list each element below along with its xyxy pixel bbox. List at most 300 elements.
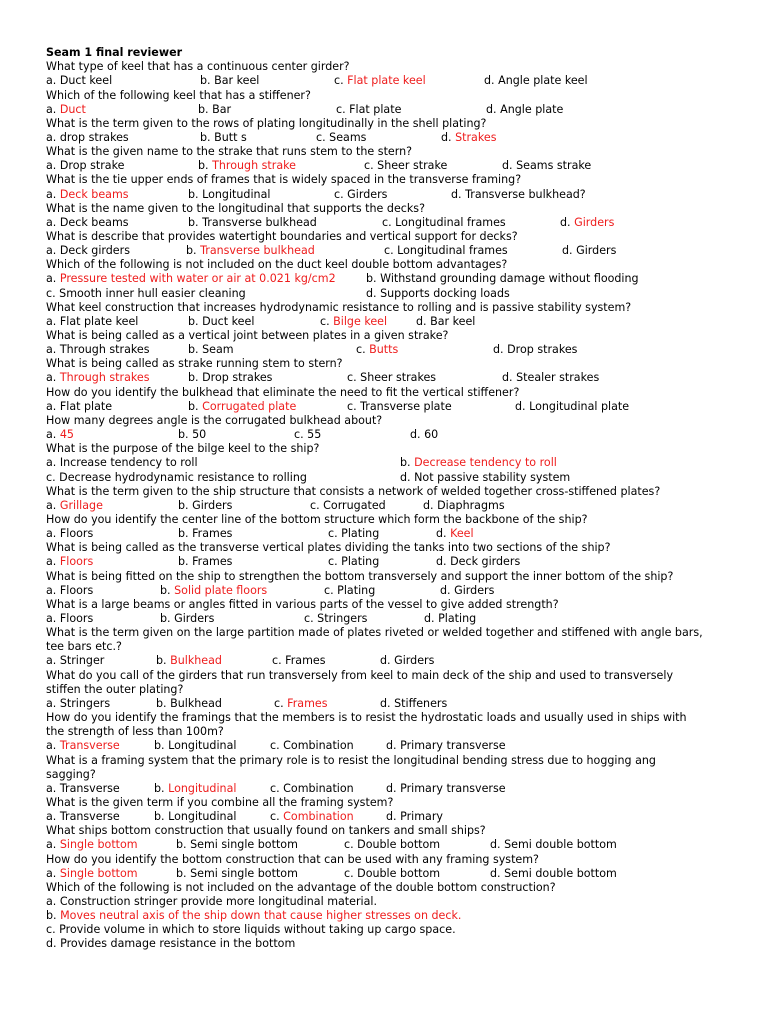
option-text: Double bottom (357, 866, 441, 880)
option-text: Longitudinal (202, 187, 271, 201)
option-text: Deck beams (59, 215, 129, 229)
option-letter: c. (344, 866, 358, 880)
option-text: Stringer (59, 654, 105, 668)
option-letter: c. (334, 187, 348, 201)
answer-option-d (441, 131, 497, 145)
option-letter: b. (160, 612, 175, 625)
answer-option-a (46, 584, 93, 598)
option-letter: a. (46, 838, 60, 852)
option-letter: b. (178, 428, 193, 441)
answer-option-d (386, 739, 506, 753)
answer-option-b (176, 838, 298, 852)
option-letter: a. (46, 314, 60, 328)
option-letter: d. (515, 399, 530, 413)
document-title: Seam 1 final reviewer (46, 46, 183, 59)
answer-option-a (46, 555, 93, 569)
answer-option-c (364, 159, 447, 173)
option-letter: b. (400, 456, 415, 470)
answer-option-c (46, 923, 456, 937)
correct-answer: Girders (574, 215, 615, 229)
correct-answer: 45 (59, 428, 74, 441)
answer-option-d (380, 697, 447, 711)
option-text: Primary (400, 810, 443, 824)
answer-option-d (366, 287, 510, 301)
option-letter: a. (46, 215, 60, 229)
answer-option-d (416, 315, 475, 329)
answer-option-d (451, 188, 586, 202)
answer-option-c (347, 400, 452, 414)
option-text: Seams (329, 130, 367, 144)
option-text: Combination (283, 781, 354, 795)
option-text: Frames (192, 527, 233, 541)
option-letter: c. (334, 74, 348, 88)
option-letter: c. (304, 612, 318, 625)
option-letter: c. (274, 696, 288, 710)
question-12: How do you identify the bulkhead that eliminate the need to fit the vertical stiffener? (46, 385, 520, 399)
option-text: Stealer strakes (516, 371, 600, 385)
question-16: How do you identify the center line of the bottom structure which form the backbone of the ship? (46, 512, 588, 526)
answer-option-d (502, 371, 599, 385)
option-letter: a. (46, 74, 60, 88)
option-letter: d. (400, 470, 415, 484)
answer-option-c (382, 216, 506, 230)
option-letter: d. (424, 612, 439, 625)
option-text: Girders (347, 187, 388, 201)
answer-option-b (200, 74, 259, 88)
option-text: Longitudinal (168, 810, 237, 824)
question-11: What is being called as strake running stem to stern? (46, 357, 343, 371)
option-letter: b. (188, 343, 203, 357)
answer-option-b (178, 527, 232, 541)
option-letter: d. (440, 583, 455, 597)
option-letter: d. (490, 866, 505, 880)
option-text: Semi double bottom (504, 866, 617, 880)
question-25: What ships bottom construction that usually found on tankers and small ships? (46, 824, 486, 838)
option-text: Bar (212, 102, 232, 116)
option-letter: d. (484, 74, 499, 88)
answer-option-a (46, 216, 129, 230)
answer-option-d (386, 810, 443, 824)
correct-answer: Frames (287, 696, 328, 710)
option-text: Not passive stability system (414, 470, 571, 484)
answer-option-a (46, 895, 377, 909)
option-letter: c. (270, 810, 284, 824)
option-letter: a. (46, 244, 60, 258)
option-text: Flat plate (349, 102, 402, 116)
option-letter: c. (320, 314, 334, 328)
answer-option-d (46, 937, 295, 951)
option-letter: a. (46, 371, 60, 385)
correct-answer: Through strake (212, 159, 296, 173)
option-text: Combination (283, 739, 354, 753)
option-letter: b. (366, 272, 381, 286)
option-text: Girders (454, 583, 495, 597)
question-21-continued: stiffen the outer plating? (46, 682, 184, 696)
answer-option-b (400, 456, 557, 470)
answer-option-c (274, 697, 328, 711)
question-5: What is the tie upper ends of frames that is widely spaced in the transverse framing? (46, 173, 522, 187)
option-letter: a. (46, 399, 60, 413)
option-letter: d. (410, 428, 425, 441)
question-17: What is being called as the transverse vertical plates dividing the tanks into two sections of the ship? (46, 541, 611, 555)
answer-option-d (490, 838, 617, 852)
answer-option-b (188, 216, 317, 230)
option-letter: a. (46, 428, 60, 441)
answer-option-a (46, 428, 74, 442)
option-letter: c. (336, 102, 350, 116)
correct-answer: Transverse bulkhead (200, 244, 315, 258)
answer-option-a (46, 74, 112, 88)
option-text: Drop strakes (202, 371, 273, 385)
option-letter: a. (46, 612, 60, 625)
option-letter: b. (198, 159, 213, 173)
option-letter: c. (347, 399, 361, 413)
question-9: What keel construction that increases hydrodynamic resistance to rolling and is passive stability system? (46, 300, 632, 314)
question-24: What is the given term if you combine all the framing system? (46, 795, 394, 809)
correct-answer: Floors (59, 555, 94, 569)
question-10: What is being called as a vertical joint between plates in a given strake? (46, 329, 449, 342)
answer-option-b (188, 343, 234, 357)
option-letter: a. (46, 895, 60, 908)
option-letter: d. (436, 527, 451, 541)
option-text: Transverse (59, 781, 120, 795)
answer-option-c (324, 584, 375, 598)
answer-option-c (344, 867, 440, 881)
option-text: Increase tendency to roll (59, 456, 198, 470)
option-text: Provides damage resistance in the bottom (60, 937, 296, 951)
option-letter: a. (46, 527, 60, 541)
correct-answer: Bulkhead (170, 654, 222, 668)
answer-option-d (486, 103, 563, 117)
correct-answer: Combination (283, 810, 354, 824)
question-13: How many degrees angle is the corrugated bulkhead about? (46, 413, 383, 427)
answer-option-c (320, 315, 387, 329)
option-letter: d. (386, 739, 401, 753)
option-text: Construction stringer provide more longitudinal material. (59, 895, 378, 908)
option-letter: c. (347, 371, 361, 385)
option-text: Transverse bulkhead? (465, 187, 586, 201)
question-20: What is the term given on the large partition made of plates riveted or welded together and stiffened with angle bars, (46, 626, 703, 640)
option-text: Sheer strakes (360, 371, 437, 385)
answer-option-d (423, 499, 505, 513)
option-letter: a. (46, 102, 60, 116)
option-text: Floors (59, 527, 94, 541)
option-text: Decrease hydrodynamic resistance to rolling (59, 470, 307, 484)
option-text: Bulkhead (170, 696, 222, 710)
option-text: Bar keel (430, 314, 476, 328)
option-text: Primary transverse (400, 739, 506, 753)
option-letter: a. (46, 555, 60, 569)
option-letter: b. (198, 102, 213, 116)
correct-answer: Duct (59, 102, 86, 116)
answer-option-a (46, 315, 138, 329)
answer-option-c (270, 782, 354, 796)
question-27: Which of the following is not included on the advantage of the double bottom construction? (46, 880, 556, 894)
answer-option-c (334, 188, 387, 202)
option-text: Girders (174, 612, 215, 625)
answer-option-b (186, 244, 315, 258)
option-text: Double bottom (357, 838, 441, 852)
answer-option-c (270, 739, 354, 753)
answer-option-b (178, 428, 206, 442)
option-letter: d. (451, 187, 466, 201)
answer-option-d (440, 584, 494, 598)
answer-option-d (490, 867, 617, 881)
option-letter: d. (560, 215, 575, 229)
option-letter: d. (423, 498, 438, 512)
answer-option-a (46, 343, 150, 357)
option-letter: d. (46, 937, 61, 951)
question-20-continued: tee bars etc.? (46, 640, 122, 654)
option-text: Frames (192, 555, 233, 569)
option-letter: b. (188, 371, 203, 385)
answer-option-b (160, 584, 267, 598)
answer-option-d (436, 527, 474, 541)
option-letter: d. (441, 130, 456, 144)
option-letter: b. (200, 130, 215, 144)
correct-answer: Butts (369, 343, 399, 357)
option-text: Semi double bottom (504, 838, 617, 852)
option-letter: d. (436, 555, 451, 569)
option-letter: a. (46, 159, 60, 173)
answer-option-c (384, 244, 508, 258)
option-text: Angle plate (500, 102, 564, 116)
option-letter: b. (176, 866, 191, 880)
correct-answer: Pressure tested with water or air at 0.021 kg/cm2 (59, 272, 336, 286)
option-text: Stiffeners (394, 696, 448, 710)
option-text: Longitudinal frames (395, 215, 506, 229)
option-text: Flat plate (59, 399, 113, 413)
answer-option-d (493, 343, 577, 357)
option-letter: d. (490, 838, 505, 852)
option-text: Girders (394, 654, 435, 668)
answer-option-d (484, 74, 588, 88)
option-text: Duct keel (59, 74, 113, 88)
option-letter: b. (156, 696, 171, 710)
option-letter: c. (294, 428, 308, 441)
question-8: Which of the following is not included on the duct keel double bottom advantages? (46, 258, 508, 272)
option-letter: c. (46, 923, 60, 937)
option-text: Seams strake (516, 159, 592, 173)
answer-option-b (46, 909, 461, 923)
option-text: Seam (202, 343, 234, 357)
correct-answer: Longitudinal (168, 781, 237, 795)
option-letter: b. (178, 555, 193, 569)
answer-option-c (270, 810, 354, 824)
question-23: What is a framing system that the primary role is to resist the longitudinal bending stress due to hogging ang (46, 753, 656, 767)
option-text: 60 (424, 428, 439, 441)
option-text: Corrugated (323, 498, 386, 512)
option-text: Deck girders (59, 244, 130, 258)
correct-answer: Deck beams (59, 187, 129, 201)
answer-option-a (46, 131, 129, 145)
correct-answer: Corrugated plate (202, 399, 297, 413)
answer-option-c (272, 654, 326, 668)
option-text: Plating (337, 583, 376, 597)
option-text: Butt s (214, 130, 247, 144)
question-18: What is being fitted on the ship to strengthen the bottom transversely and support the inner bottom of the ship? (46, 569, 674, 583)
option-letter: d. (562, 244, 577, 258)
question-15: What is the term given to the ship structure that consists a network of welded together cross-stiffened plates? (46, 484, 661, 498)
option-letter: b. (156, 654, 171, 668)
correct-answer: Strakes (455, 130, 497, 144)
question-1: What type of keel that has a continuous center girder? (46, 60, 350, 74)
option-letter: d. (502, 371, 517, 385)
option-text: Transverse (59, 810, 120, 824)
option-text: Provide volume in which to store liquids without taking up cargo space. (59, 923, 456, 937)
option-letter: b. (160, 583, 175, 597)
answer-option-a (46, 371, 150, 385)
answer-option-c (347, 371, 436, 385)
question-3: What is the term given to the rows of plating longitudinally in the shell plating? (46, 116, 487, 130)
option-text: Plating (341, 555, 380, 569)
answer-option-c (336, 103, 401, 117)
correct-answer: Single bottom (59, 838, 138, 852)
answer-option-b (178, 499, 232, 513)
answer-option-b (154, 782, 236, 796)
option-text: Smooth inner hull easier cleaning (59, 286, 246, 300)
answer-option-a (46, 400, 112, 414)
option-letter: c. (384, 244, 398, 258)
answer-option-d (560, 216, 614, 230)
answer-option-c (356, 343, 398, 357)
option-text: Withstand grounding damage without flooding (380, 272, 639, 286)
answer-option-b (156, 654, 222, 668)
answer-option-b (178, 555, 232, 569)
answer-option-c (304, 612, 367, 626)
question-4: What is the given name to the strake that runs stem to the stern? (46, 145, 413, 159)
option-letter: d. (416, 314, 431, 328)
option-text: Girders (576, 244, 617, 258)
answer-option-b (198, 159, 296, 173)
option-letter: a. (46, 343, 60, 357)
answer-option-d (400, 471, 570, 485)
correct-answer: Single bottom (59, 866, 138, 880)
option-text: Longitudinal frames (397, 244, 508, 258)
option-letter: a. (46, 654, 60, 668)
option-text: Longitudinal plate (529, 399, 630, 413)
option-text: Plating (438, 612, 477, 625)
option-text: Bar keel (214, 74, 260, 88)
answer-option-b (198, 103, 231, 117)
question-21: What do you call of the girders that run transversely from keel to main deck of the ship and used to transversely (46, 668, 674, 682)
option-letter: c. (46, 286, 60, 300)
answer-option-a (46, 244, 130, 258)
correct-answer: Grillage (59, 498, 103, 512)
option-text: Floors (59, 583, 94, 597)
correct-answer: Keel (450, 527, 474, 541)
answer-option-b (154, 739, 236, 753)
option-letter: a. (46, 498, 60, 512)
option-letter: a. (46, 583, 60, 597)
option-letter: a. (46, 130, 60, 144)
option-letter: d. (366, 286, 381, 300)
option-letter: b. (188, 314, 203, 328)
answer-option-a (46, 739, 120, 753)
option-letter: c. (310, 498, 324, 512)
option-text: Deck girders (450, 555, 521, 569)
option-text: Longitudinal (168, 739, 237, 753)
question-26: How do you identify the bottom construction that can be used with any framing system? (46, 852, 539, 866)
option-letter: d. (502, 159, 517, 173)
option-text: Flat plate keel (59, 314, 139, 328)
option-letter: c. (328, 555, 342, 569)
option-text: Floors (59, 612, 94, 625)
option-letter: c. (356, 343, 370, 357)
correct-answer: Through strakes (59, 371, 150, 385)
question-23-continued: sagging? (46, 767, 96, 781)
question-14: What is the purpose of the bilge keel to the ship? (46, 442, 320, 456)
answer-option-d (424, 612, 476, 626)
option-letter: b. (46, 909, 61, 923)
answer-option-a (46, 612, 93, 626)
option-letter: c. (316, 130, 330, 144)
answer-option-b (200, 131, 247, 145)
option-text: Stringers (59, 696, 111, 710)
option-text: Primary transverse (400, 781, 506, 795)
correct-answer: Flat plate keel (347, 74, 426, 88)
option-text: Plating (341, 527, 380, 541)
answer-option-b (188, 400, 296, 414)
answer-option-b (366, 272, 639, 286)
option-letter: b. (178, 498, 193, 512)
answer-option-d (410, 428, 438, 442)
option-letter: b. (200, 74, 215, 88)
answer-option-b (188, 315, 254, 329)
option-letter: b. (178, 527, 193, 541)
option-letter: a. (46, 696, 60, 710)
answer-option-a (46, 782, 120, 796)
option-letter: c. (324, 583, 338, 597)
correct-answer: Moves neutral axis of the ship down that cause higher stresses on deck. (60, 909, 462, 923)
option-text: Supports docking loads (380, 286, 510, 300)
option-letter: c. (344, 838, 358, 852)
option-letter: d. (493, 343, 508, 357)
answer-option-a (46, 838, 138, 852)
option-letter: c. (270, 781, 284, 795)
option-text: Semi single bottom (190, 838, 298, 852)
option-letter: d. (380, 654, 395, 668)
option-text: Semi single bottom (190, 866, 298, 880)
correct-answer: Decrease tendency to roll (414, 456, 557, 470)
option-text: 50 (192, 428, 207, 441)
question-2: Which of the following keel that has a stiffener? (46, 88, 311, 102)
option-letter: b. (186, 244, 201, 258)
answer-option-d (386, 782, 506, 796)
option-text: Drop strakes (507, 343, 578, 357)
option-letter: c. (328, 527, 342, 541)
option-letter: c. (46, 470, 60, 484)
option-letter: a. (46, 456, 60, 470)
option-text: 55 (307, 428, 322, 441)
answer-option-a (46, 499, 103, 513)
answer-option-d (380, 654, 434, 668)
option-letter: b. (154, 781, 169, 795)
answer-option-d (562, 244, 616, 258)
answer-option-a (46, 697, 110, 711)
option-text: Girders (192, 498, 233, 512)
answer-option-b (156, 697, 222, 711)
option-text: Diaphragms (437, 498, 505, 512)
option-text: Drop strake (59, 159, 125, 173)
option-letter: c. (272, 654, 286, 668)
option-letter: a. (46, 866, 60, 880)
answer-option-a (46, 810, 120, 824)
option-letter: b. (188, 399, 203, 413)
answer-option-b (188, 188, 270, 202)
correct-answer: Bilge keel (333, 314, 388, 328)
option-text: Angle plate keel (498, 74, 588, 88)
